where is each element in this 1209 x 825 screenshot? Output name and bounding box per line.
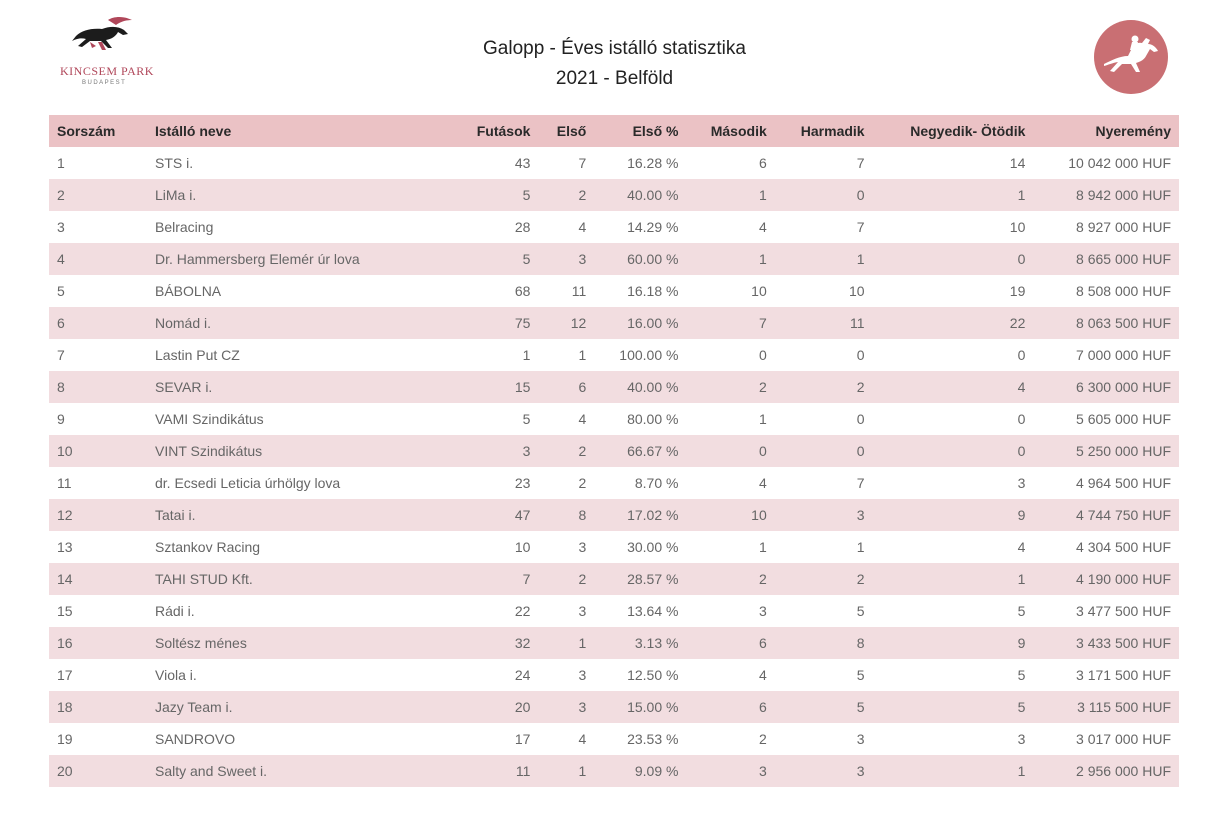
cell-runs: 75 <box>453 307 538 339</box>
cell-first: 2 <box>538 563 594 595</box>
table-row <box>49 563 1179 595</box>
cell-runs: 11 <box>453 755 538 787</box>
cell-runs: 22 <box>514 603 531 619</box>
cell-first-pct: 23.53 % <box>627 731 679 747</box>
cell-prize: 8 927 000 HUF <box>1076 219 1171 235</box>
cell-third: 10 <box>849 283 865 299</box>
cell-first-pct: 80.00 % <box>627 411 679 427</box>
cell-runs: 5 <box>453 243 538 275</box>
cell-first-pct: 40.00 % <box>594 179 686 211</box>
cell-rank: 14 <box>49 563 141 595</box>
cell-first: 3 <box>538 691 594 723</box>
cell-first-pct: 12.50 % <box>627 667 679 683</box>
cell-stable-name: BÁBOLNA <box>155 283 222 299</box>
cell-runs: 5 <box>522 411 531 427</box>
cell-second: 7 <box>686 307 774 339</box>
cell-stable-name: Tatai i. <box>141 499 453 531</box>
cell-rank: 13 <box>57 539 73 555</box>
cell-third: 0 <box>775 435 873 467</box>
cell-first-pct: 8.70 % <box>634 475 679 491</box>
cell-prize: 6 300 000 HUF <box>1033 371 1179 403</box>
col-header-runs: Futások <box>453 115 538 147</box>
cell-stable-name: SANDROVO <box>155 731 236 747</box>
cell-stable-name: dr. Ecsedi Leticia úrhölgy lova <box>155 475 341 491</box>
cell-first-pct: 16.00 % <box>594 307 686 339</box>
cell-rank: 15 <box>57 603 73 619</box>
cell-runs: 23 <box>514 475 531 491</box>
table-row <box>49 371 1179 403</box>
cell-second: 2 <box>686 563 774 595</box>
table-row <box>49 435 1179 467</box>
cell-first-pct: 30.00 % <box>627 539 679 555</box>
cell-prize: 8 508 000 HUF <box>1076 283 1171 299</box>
cell-fourth-fifth: 0 <box>873 243 1034 275</box>
cell-stable-name: Viola i. <box>155 667 197 683</box>
cell-second: 2 <box>758 731 767 747</box>
cell-first-pct: 15.00 % <box>594 691 686 723</box>
cell-prize: 2 956 000 HUF <box>1033 755 1179 787</box>
col-header-stable-name: Istálló neve <box>141 115 453 147</box>
cell-prize: 3 017 000 HUF <box>1076 731 1171 747</box>
cell-second: 4 <box>758 219 767 235</box>
col-header-rank: Sorszám <box>49 115 141 147</box>
cell-fourth-fifth: 19 <box>1009 283 1026 299</box>
table-row <box>49 627 1179 659</box>
cell-first: 4 <box>578 219 587 235</box>
cell-fourth-fifth: 1 <box>873 563 1034 595</box>
cell-runs: 5 <box>453 179 538 211</box>
cell-third: 7 <box>856 475 865 491</box>
cell-runs: 24 <box>514 667 531 683</box>
cell-first: 1 <box>578 347 587 363</box>
brand-subtitle: BUDAPEST <box>82 80 127 86</box>
cell-first-pct: 28.57 % <box>594 563 686 595</box>
cell-stable-name: TAHI STUD Kft. <box>141 563 453 595</box>
cell-stable-name: Rádi i. <box>155 603 195 619</box>
page-subtitle: 2021 - Belföld <box>555 68 674 89</box>
cell-second: 4 <box>758 475 767 491</box>
cell-fourth-fifth: 9 <box>873 627 1034 659</box>
cell-third: 0 <box>775 179 873 211</box>
cell-runs: 15 <box>453 371 538 403</box>
cell-first-pct: 9.09 % <box>594 755 686 787</box>
cell-fourth-fifth: 14 <box>1009 155 1026 171</box>
cell-second: 6 <box>686 691 774 723</box>
col-header-third: Harmadik <box>775 115 873 147</box>
table-row <box>49 659 1179 691</box>
cell-runs: 47 <box>453 499 538 531</box>
cell-first: 4 <box>578 731 587 747</box>
cell-third: 2 <box>775 563 873 595</box>
table-row <box>49 339 1179 371</box>
cell-runs: 17 <box>514 731 531 747</box>
cell-stable-name: LiMa i. <box>141 179 453 211</box>
cell-first-pct: 17.02 % <box>594 499 686 531</box>
cell-prize: 4 744 750 HUF <box>1033 499 1179 531</box>
cell-second: 1 <box>758 411 767 427</box>
cell-rank: 3 <box>57 219 65 235</box>
cell-runs: 28 <box>514 219 531 235</box>
cell-prize: 3 115 500 HUF <box>1033 691 1179 723</box>
cell-rank: 11 <box>57 475 72 491</box>
table-row <box>49 179 1179 211</box>
cell-third: 11 <box>775 307 873 339</box>
page-title: Galopp - Éves istálló statisztika <box>483 38 746 59</box>
cell-second: 1 <box>686 243 774 275</box>
cell-prize: 3 171 500 HUF <box>1076 667 1171 683</box>
cell-stable-name: Dr. Hammersberg Elemér úr lova <box>141 243 453 275</box>
cell-third: 3 <box>856 731 865 747</box>
cell-prize: 3 477 500 HUF <box>1076 603 1171 619</box>
cell-rank: 6 <box>49 307 141 339</box>
cell-prize: 10 042 000 HUF <box>1068 155 1171 171</box>
cell-prize: 4 964 500 HUF <box>1076 475 1171 491</box>
cell-first: 3 <box>578 667 587 683</box>
cell-rank: 12 <box>49 499 141 531</box>
table-row <box>49 723 1179 755</box>
cell-prize: 8 942 000 HUF <box>1033 179 1179 211</box>
cell-first: 6 <box>538 371 594 403</box>
cell-stable-name: Salty and Sweet i. <box>141 755 453 787</box>
table-header-row <box>49 115 1179 147</box>
cell-second: 3 <box>686 755 774 787</box>
cell-first-pct: 14.29 % <box>627 219 679 235</box>
cell-first: 8 <box>538 499 594 531</box>
cell-rank: 7 <box>57 347 65 363</box>
cell-runs: 7 <box>453 563 538 595</box>
cell-runs: 10 <box>514 539 531 555</box>
cell-second: 0 <box>686 435 774 467</box>
cell-fourth-fifth: 5 <box>873 691 1034 723</box>
col-header-prize: Nyeremény <box>1033 115 1179 147</box>
cell-fourth-fifth: 5 <box>1017 667 1026 683</box>
cell-third: 5 <box>775 691 873 723</box>
cell-second: 10 <box>751 283 767 299</box>
table-row <box>49 595 1179 627</box>
cell-prize: 3 433 500 HUF <box>1033 627 1179 659</box>
cell-second: 10 <box>686 499 774 531</box>
cell-third: 2 <box>775 371 873 403</box>
cell-first: 12 <box>538 307 594 339</box>
cell-fourth-fifth: 3 <box>1017 731 1026 747</box>
cell-prize: 7 000 000 HUF <box>1076 347 1171 363</box>
cell-first: 2 <box>578 475 587 491</box>
cell-first: 3 <box>578 603 587 619</box>
table-row <box>49 499 1179 531</box>
cell-runs: 3 <box>453 435 538 467</box>
cell-first: 1 <box>538 755 594 787</box>
cell-second: 6 <box>758 155 767 171</box>
cell-first: 3 <box>538 243 594 275</box>
cell-second: 1 <box>686 179 774 211</box>
col-header-first: Első <box>538 115 594 147</box>
cell-first-pct: 66.67 % <box>594 435 686 467</box>
cell-fourth-fifth: 0 <box>1017 347 1026 363</box>
table-row <box>49 691 1179 723</box>
cell-fourth-fifth: 4 <box>873 371 1034 403</box>
cell-third: 0 <box>856 411 865 427</box>
cell-first-pct: 16.28 % <box>627 155 679 171</box>
table-row <box>49 147 1179 179</box>
cell-fourth-fifth: 4 <box>1017 539 1026 555</box>
cell-stable-name: Jazy Team i. <box>141 691 453 723</box>
table-row <box>49 403 1179 435</box>
cell-stable-name: Lastin Put CZ <box>155 347 240 363</box>
cell-stable-name: SEVAR i. <box>141 371 453 403</box>
cell-stable-name: Soltész ménes <box>141 627 453 659</box>
cell-first: 2 <box>538 435 594 467</box>
cell-third: 7 <box>856 155 865 171</box>
cell-rank: 5 <box>57 283 65 299</box>
cell-first: 4 <box>578 411 587 427</box>
cell-third: 8 <box>775 627 873 659</box>
table-row <box>49 755 1179 787</box>
cell-third: 3 <box>775 755 873 787</box>
cell-second: 1 <box>758 539 767 555</box>
cell-rank: 18 <box>49 691 141 723</box>
cell-rank: 16 <box>49 627 141 659</box>
cell-second: 0 <box>758 347 767 363</box>
cell-fourth-fifth: 22 <box>873 307 1034 339</box>
cell-rank: 2 <box>49 179 141 211</box>
cell-fourth-fifth: 5 <box>1017 603 1026 619</box>
cell-first: 1 <box>538 627 594 659</box>
cell-first-pct: 3.13 % <box>594 627 686 659</box>
cell-rank: 19 <box>57 731 73 747</box>
stable-statistics-table <box>49 115 1179 787</box>
table-row <box>49 275 1179 307</box>
col-header-fourth-fifth: Negyedik- Ötödik <box>873 115 1034 147</box>
cell-stable-name: STS i. <box>155 155 194 171</box>
brand-name: KINCSEM PARK <box>60 64 154 78</box>
cell-rank: 1 <box>57 155 65 171</box>
cell-rank: 20 <box>49 755 141 787</box>
cell-second: 2 <box>686 371 774 403</box>
cell-prize: 5 605 000 HUF <box>1076 411 1171 427</box>
cell-fourth-fifth: 10 <box>1009 219 1026 235</box>
cell-fourth-fifth: 0 <box>1017 411 1026 427</box>
col-header-second: Második <box>686 115 774 147</box>
cell-prize: 5 250 000 HUF <box>1033 435 1179 467</box>
cell-stable-name: Sztankov Racing <box>155 539 261 555</box>
cell-stable-name: Nomád i. <box>141 307 453 339</box>
cell-fourth-fifth: 3 <box>1017 475 1026 491</box>
cell-first-pct: 16.18 % <box>627 283 679 299</box>
cell-rank: 10 <box>49 435 141 467</box>
table-row <box>49 211 1179 243</box>
cell-third: 5 <box>856 667 865 683</box>
cell-third: 1 <box>856 539 865 555</box>
cell-rank: 9 <box>57 411 65 427</box>
jockey-logo <box>1094 20 1168 94</box>
cell-runs: 1 <box>522 347 531 363</box>
cell-prize: 8 665 000 HUF <box>1033 243 1179 275</box>
cell-third: 0 <box>856 347 865 363</box>
cell-stable-name: VINT Szindikátus <box>141 435 453 467</box>
table-row <box>49 243 1179 275</box>
cell-rank: 17 <box>57 667 73 683</box>
cell-first-pct: 100.00 % <box>619 347 679 363</box>
table-row <box>49 307 1179 339</box>
cell-runs: 68 <box>514 283 531 299</box>
cell-second: 6 <box>686 627 774 659</box>
cell-third: 7 <box>856 219 865 235</box>
cell-fourth-fifth: 1 <box>873 755 1034 787</box>
cell-stable-name: VAMI Szindikátus <box>155 411 264 427</box>
cell-prize: 4 190 000 HUF <box>1033 563 1179 595</box>
cell-first: 2 <box>538 179 594 211</box>
cell-fourth-fifth: 1 <box>873 179 1034 211</box>
cell-first-pct: 13.64 % <box>627 603 679 619</box>
table-row <box>49 467 1179 499</box>
table-row <box>49 531 1179 563</box>
cell-second: 3 <box>758 603 767 619</box>
cell-stable-name: Belracing <box>155 219 214 235</box>
cell-first-pct: 40.00 % <box>594 371 686 403</box>
cell-third: 3 <box>775 499 873 531</box>
cell-first: 3 <box>578 539 587 555</box>
cell-first: 11 <box>571 283 587 299</box>
cell-third: 5 <box>856 603 865 619</box>
cell-runs: 32 <box>453 627 538 659</box>
col-header-first-pct: Első % <box>594 115 686 147</box>
cell-prize: 8 063 500 HUF <box>1033 307 1179 339</box>
cell-second: 4 <box>758 667 767 683</box>
cell-third: 1 <box>775 243 873 275</box>
cell-first: 7 <box>578 155 587 171</box>
cell-first-pct: 60.00 % <box>594 243 686 275</box>
cell-rank: 8 <box>49 371 141 403</box>
cell-fourth-fifth: 0 <box>873 435 1034 467</box>
cell-rank: 4 <box>49 243 141 275</box>
cell-fourth-fifth: 9 <box>873 499 1034 531</box>
cell-runs: 43 <box>514 155 531 171</box>
cell-runs: 20 <box>453 691 538 723</box>
horse-jockey-icon <box>1102 30 1160 84</box>
cell-prize: 4 304 500 HUF <box>1076 539 1171 555</box>
